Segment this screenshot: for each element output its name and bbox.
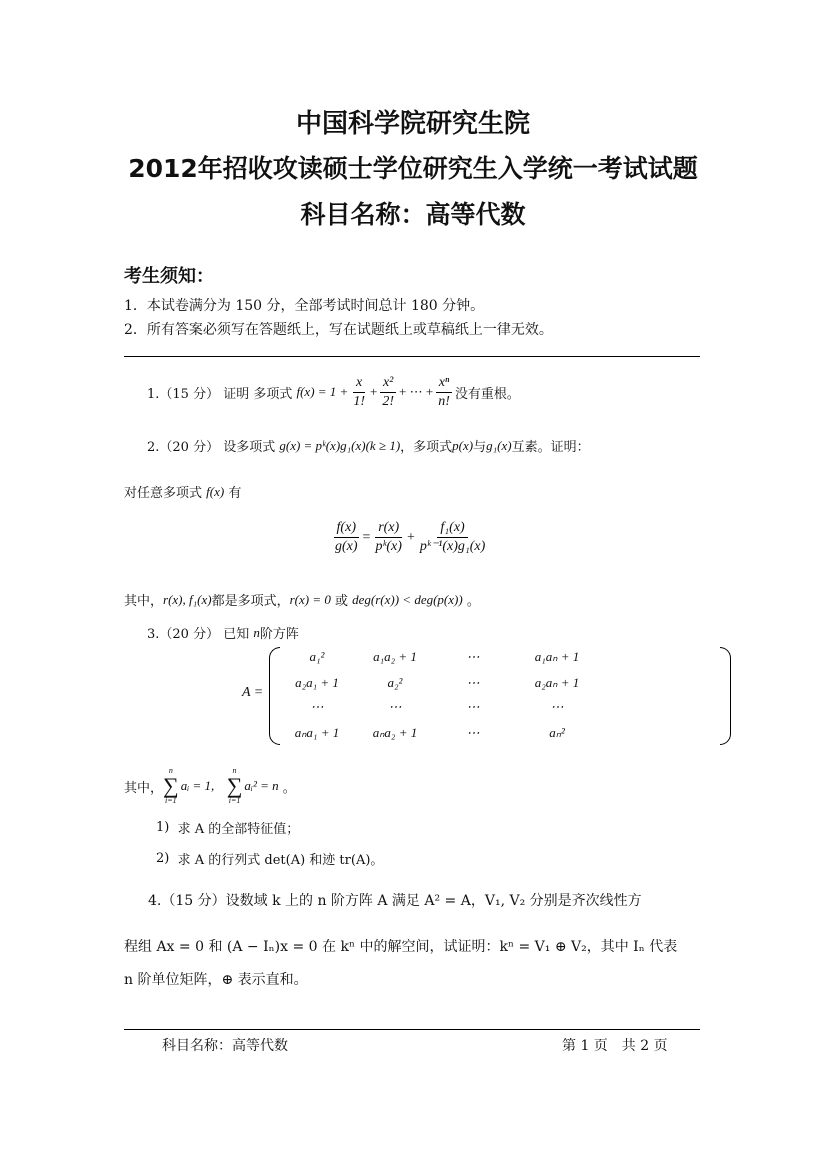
q2-eq-equals: =	[362, 529, 371, 545]
q3-lead: 3.（20 分） 已知	[147, 627, 250, 642]
q1-term-n-den: n!	[438, 393, 450, 409]
subject-title: 科目名称：高等代数	[300, 200, 526, 229]
matrix-cell: ⋯	[550, 699, 564, 714]
matrix-cell: a₁aₙ + 1	[534, 649, 580, 664]
q2-formula: g(x) = pᵏ(x)g₁(x)(k ≥ 1)	[279, 437, 401, 453]
q2-eq-term-2-num: f₁(x)	[437, 520, 467, 538]
q1-term-n-num: xⁿ	[436, 375, 453, 393]
q2-tail: 互素。证明：	[511, 440, 590, 455]
q2-eq-term-1	[372, 520, 404, 555]
matrix-cell: aₙa₁ + 1	[294, 725, 340, 740]
matrix-cell: ⋯	[388, 699, 402, 714]
q2-eq-term-2	[417, 520, 488, 555]
sum-1-body: aᵢ = 1,	[180, 778, 215, 793]
matrix-cell: ⋯	[466, 699, 480, 714]
matrix-cell: ⋯	[466, 675, 480, 690]
q2-cond-deg: deg(r(x)) < deg(p(x))	[352, 591, 463, 607]
q2-mid2: 与	[473, 440, 487, 455]
sum-2-upper: n	[232, 766, 237, 775]
q3-sub-1-num: 1)	[156, 820, 170, 835]
q3-cond-lead: 其中，	[124, 780, 164, 796]
q1-term-2	[379, 375, 397, 410]
question-4-line-2: 程组 Ax = 0 和 (A − Iₙ)x = 0 在 kⁿ 中的解空间，试证明：kⁿ = V₁ ⊕ V₂，其中 Iₙ 代表	[124, 939, 678, 955]
q2-cond-lead: 其中，	[124, 594, 164, 609]
matrix-label: A =	[242, 685, 264, 700]
q2-eq-term-2-den: pᵏ⁻¹(x)g₁(x)	[419, 539, 486, 554]
sum-2	[227, 767, 243, 805]
header-divider	[124, 356, 700, 357]
matrix-cell: aₙa₂ + 1	[372, 725, 418, 740]
q1-dots: + ⋯ +	[399, 384, 434, 399]
q3-cond-end: 。	[282, 780, 296, 796]
q3-lead-tail: 阶方阵	[259, 627, 299, 642]
q1-term-1-den: 1!	[353, 393, 365, 409]
sum-2-lower: i=1	[228, 796, 241, 805]
q3-sub-2-num: 2)	[156, 851, 170, 866]
q2-cond-vars: r(x), f₁(x)	[163, 591, 212, 607]
question-2	[147, 436, 590, 455]
q1-term-1	[350, 375, 368, 410]
q1-formula-head: f(x) = 1 +	[296, 384, 349, 399]
q2-eq-lhs-den: g(x)	[335, 539, 358, 554]
question-4-line-3: n 阶单位矩阵，⊕ 表示直和。	[124, 972, 308, 988]
q2-eq-plus: +	[406, 529, 415, 545]
footer-page: 第 1 页 共 2 页	[562, 1038, 668, 1054]
matrix-cell: a₁a₂ + 1	[373, 649, 417, 664]
q2-mid1: ，多项式	[400, 440, 453, 455]
sum-2-body: aᵢ² = n	[244, 778, 279, 793]
matrix-cell: a₂²	[387, 675, 403, 690]
q1-tail: 没有重根。	[454, 386, 520, 402]
q2-lead: 2.（20 分） 设多项式	[147, 440, 276, 455]
q3-sub-1	[156, 818, 299, 837]
q1-term-2-den: 2!	[382, 393, 395, 409]
sum-1-sign: ∑	[163, 773, 179, 798]
matrix-cell: a₁²	[309, 649, 325, 664]
q3-n: n	[253, 624, 260, 640]
sum-2-sign: ∑	[226, 773, 243, 798]
q2-line2-f: f(x)	[206, 483, 225, 499]
matrix-cell: aₙ²	[549, 725, 565, 740]
question-1	[147, 372, 520, 412]
matrix-cell: ⋯	[310, 699, 324, 714]
question-4-line-1: 4.（15 分）设数域 k 上的 n 阶方阵 A 满足 A² = A，V₁, V₂ 分别是齐次线性方	[148, 893, 642, 909]
notice-heading: 考生须知：	[124, 266, 214, 287]
footer-divider	[124, 1029, 700, 1030]
q2-equation	[330, 520, 490, 555]
question-3	[147, 623, 299, 642]
q1-lead: 1.（15 分） 证明 多项式	[147, 386, 293, 402]
q2-line2-tail: 有	[228, 486, 242, 501]
q2-cond-r: r(x) = 0	[289, 591, 331, 607]
q2-cond-end: 。	[466, 594, 480, 609]
q2-cond-or: 或	[334, 594, 348, 609]
q1-term-2-num: x²	[380, 375, 396, 393]
question-2-condition	[124, 590, 480, 609]
q1-plus: +	[370, 384, 378, 399]
q1-term-n	[435, 375, 453, 410]
sum-1-upper: n	[168, 766, 173, 775]
notice-item-2: 2．所有答案必须写在答题纸上，写在试题纸上或草稿纸上一律无效。	[124, 322, 553, 338]
q2-eq-lhs	[332, 520, 361, 555]
q2-eq-term-1-den: pᵏ(x)	[375, 539, 402, 554]
sum-1	[163, 767, 179, 805]
footer-subject: 科目名称：高等代数	[162, 1038, 288, 1054]
q2-cond-mid: 都是多项式，	[211, 594, 290, 609]
matrix-cell: a₂a₁ + 1	[295, 675, 339, 690]
institution-title: 中国科学院研究生院	[295, 109, 530, 139]
q3-sub-1-text: 求 A 的全部特征值；	[177, 822, 300, 837]
matrix-cell: ⋯	[466, 649, 480, 664]
matrix-left-paren	[269, 647, 280, 745]
matrix-cell: ⋯	[466, 725, 480, 740]
q2-g1: g₁(x)	[486, 437, 512, 453]
q3-sub-2	[156, 849, 383, 868]
q2-p: p(x)	[452, 437, 474, 453]
question-2-line-2	[124, 482, 241, 501]
sum-1-lower: i=1	[165, 796, 177, 805]
exam-title: 2012年招收攻读硕士学位研究生入学统一考试试题	[128, 154, 698, 183]
q1-term-1-num: x	[353, 375, 365, 393]
matrix-cell: a₂aₙ + 1	[534, 675, 580, 690]
matrix-a	[242, 645, 580, 743]
q2-eq-term-1-num: r(x)	[375, 520, 402, 538]
notice-item-1: 1．本试卷满分为 150 分，全部考试时间总计 180 分钟。	[124, 298, 485, 314]
matrix-right-paren	[720, 647, 731, 745]
question-3-condition	[124, 768, 296, 804]
q2-line2-text: 对任意多项式	[124, 486, 203, 501]
q3-sub-2-text: 求 A 的行列式 det(A) 和迹 tr(A)。	[177, 853, 384, 868]
q2-eq-lhs-num: f(x)	[334, 520, 359, 538]
